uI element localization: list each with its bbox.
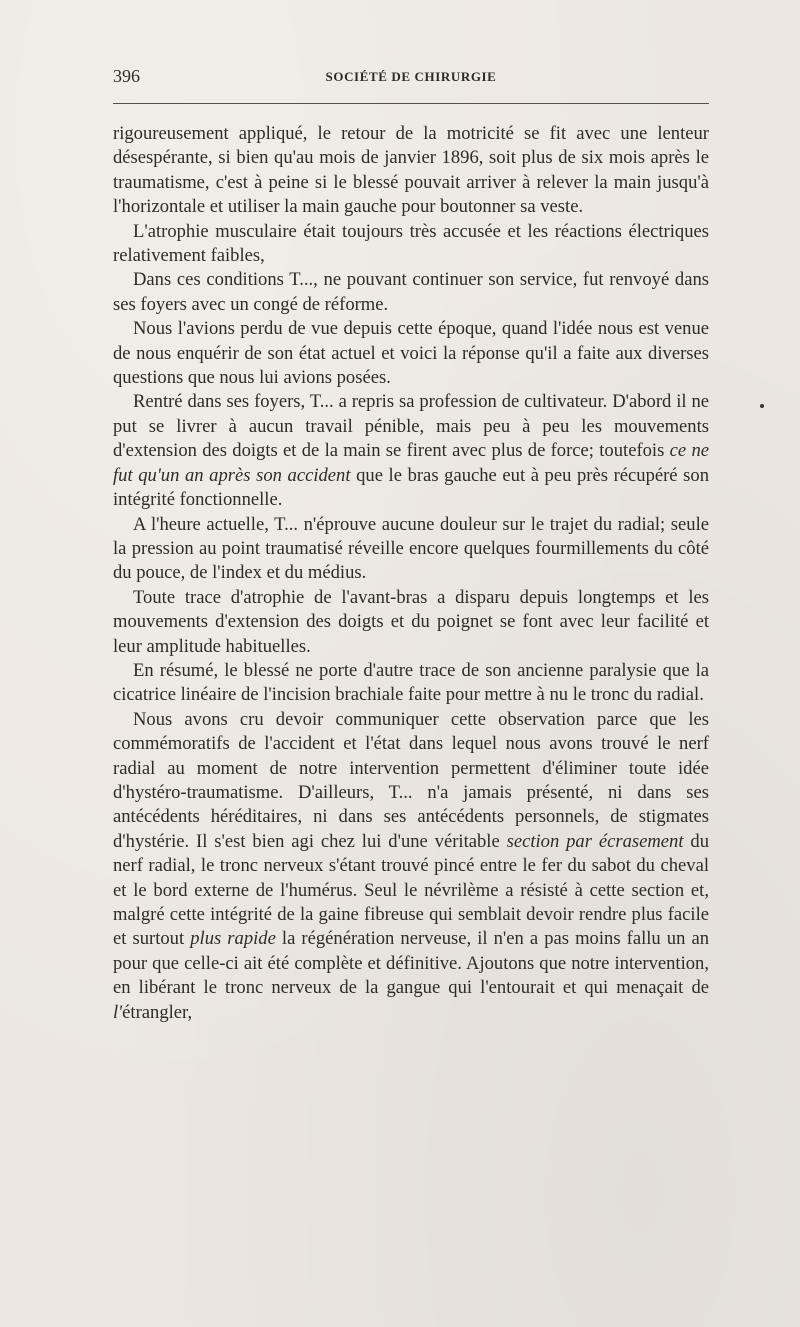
text-segment: Nous avons cru devoir communiquer cette observation parce que les commémoratifs de l'accident et l'état dans lequel nous avons trouvé le nerf radial au moment de notre intervention permettent d'éliminer toute idée d'hystéro-traumatisme. D'ailleurs, T... n'a jamais présenté, ni dans ses antécédents héréditaires, ni dans ses antécédents personnels, de stigmates d'hystérie. Il s'est bien agi chez lui d'une véritable [113,708,709,852]
text-segment: A l'heure actuelle, T... n'éprouve aucune douleur sur le trajet du radial; seule la pression au point traumatisé réveille encore quelques fourmillements du côté du pouce, de l'index et du médius. [113,513,709,584]
paragraph [113,122,709,220]
paragraph [113,659,709,708]
ink-speck [760,404,764,408]
text-segment: étrangler, [122,1001,193,1023]
page-number: 396 [113,66,140,86]
text-segment: rigoureusement appliqué, le retour de la motricité se fit avec une lenteur désespérante, si bien qu'au mois de janvier 1896, soit plus de six mois après le traumatisme, c'est à peine si le blessé pouvait arriver à relever la main jusqu'à l'horizontale et utiliser la main gauche pour boutonner sa veste. [113,123,709,218]
text-segment: du nerf radial, le tronc nerveux s'étant trouvé pincé entre le fer du sabot du cheval et le bord externe de l'humérus. Seul le névrilème a résisté à cette section et, malgré cette intégrité de la gaine fibreuse qui semblait devoir rendre plus facile et surtout [113,830,709,950]
text-segment: Dans ces conditions T..., ne pouvant continuer son service, fut renvoyé dans ses foyers avec un congé de réforme. [113,269,709,315]
header-rule [113,103,709,104]
paragraph [113,317,709,390]
text-segment: Nous l'avions perdu de vue depuis cette époque, quand l'idée nous est venue de nous enquérir de son état actuel et voici la réponse qu'il a faite aux diverses questions que nous lui avions posées. [113,318,709,389]
text-segment: la régénération nerveuse, il n'en a pas moins fallu un an pour que celle-ci ait été complète et définitive. Ajoutons que notre intervention, en libérant le tronc nerveux de la gangue qui l'entourait et qui menaçait de [113,928,709,999]
text-segment: que le bras gauche eut à peu près récupéré son intégrité fonctionnelle. [113,464,709,511]
text-segment: L'atrophie musculaire était toujours très accusée et les réactions électriques relativement faibles, [113,220,709,267]
italic-text: l' [113,1001,123,1023]
text-segment: Toute trace d'atrophie de l'avant-bras a disparu depuis longtemps et les mouvements d'extension des doigts et du poignet se font avec leur facilité et leur amplitude habituelles. [113,586,709,657]
paragraph [113,708,709,1025]
italic-text: ce ne fut qu'un an après son accident [113,440,709,486]
page-header [113,66,709,90]
paragraph [113,268,709,317]
paragraph [113,513,709,586]
running-title: SOCIÉTÉ DE CHIRURGIE [325,69,497,84]
text-segment: Rentré dans ses foyers, T... a repris sa profession de cultivateur. D'abord il ne put se livrer à aucun travail pénible, mais peu à peu les mouvements d'extension des doigts et de la main se firent avec plus de force; toutefois [113,391,709,462]
italic-text: plus rapide [190,928,276,950]
paragraph [113,586,709,659]
italic-text: section par écrasement [506,830,684,852]
body-text [113,122,709,1025]
paragraph [113,390,709,512]
paragraph [113,220,709,269]
text-segment: En résumé, le blessé ne porte d'autre trace de son ancienne paralysie que la cicatrice linéaire de l'incision brachiale faite pour mettre à nu le tronc du radial. [113,659,709,706]
